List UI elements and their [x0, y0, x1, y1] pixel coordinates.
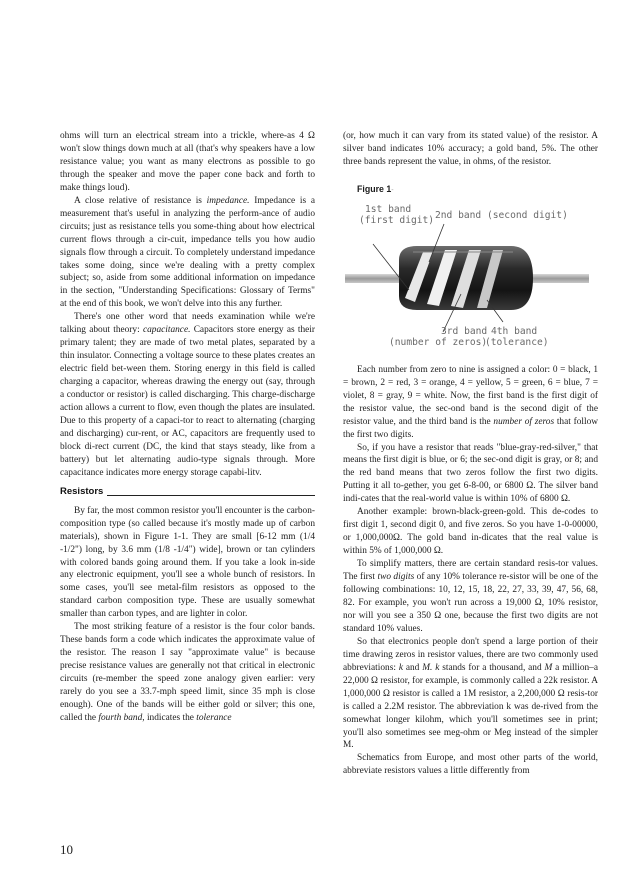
label-text: 3rd band: [440, 325, 488, 337]
heading-rule: [107, 494, 315, 496]
text-run: Each number from zero to nine is assigned a color: 0 = black, 1 = brown, 2 = red, 3 = orange, 4 = yellow, 5 = green, 6 = blue, 7 = violet, 8 = gray, 9 = white. Now, the first band is the first digit of the resistor value, the sec-ond band is the second digit of the resistor value, and the third band is the: [343, 364, 598, 427]
right-lead: [527, 274, 589, 283]
paragraph-example-2: Another example: brown-black-green-gold. This de-codes to first digit 1, second digit 0, and five zeros. So you have 1-0-00000, or 1,000,000Ω. The gold band in-dicates that the real value is within 5% of 1,000,000 Ω.: [343, 507, 598, 557]
figure-label-mark: -: [391, 186, 394, 194]
text-run: A close relative of resistance is: [74, 195, 207, 206]
paragraph-carbon-composition: By far, the most common resistor you'll encounter is the carbon-composition type (so called because it's mostly made up of carbon materials), shown in Figure 1-1. They are small [6-12 mm (1/4 -1/2") long, by 3.6 mm (1/8 -1/4") wide], brown or tan cylinders with colored bands going around them. If you take a look in-side any electronic equipment, you'll see a whole bunch of resistors. In some cases, you'll see metal-film resistors as opposed to the standard carbon composition type. These are usually somewhat smaller than carbon types, and are lighter in color.: [60, 505, 315, 620]
label-third-band: [389, 326, 487, 349]
figure-label: [357, 183, 598, 198]
figure-label-text: Figure 1: [357, 183, 392, 194]
paragraph-impedance: [60, 195, 315, 312]
label-subtext: (tolerance): [485, 337, 549, 349]
label-fourth-band: [485, 326, 549, 349]
label-subtext: (number of zeros): [389, 337, 488, 349]
emphasis-impedance: impedance.: [206, 195, 250, 206]
text-run: There's one other word that needs examination while we're talking about theory:: [60, 312, 315, 336]
emphasis-k: k: [398, 662, 403, 673]
emphasis-m: M. k: [422, 662, 440, 673]
label-text: 1st band: [365, 203, 412, 215]
emphasis-fourth-band: fourth band,: [98, 712, 145, 723]
left-lead: [345, 274, 399, 283]
text-run: Capacitors store energy as their primary talent; they are made of two metal plates, separated by a thin insulator. Connecting a voltage source to these plates creates an electric field bet-ween them. Storing energy in this field is called charging a capacitor, whereas drawing the energy out (say, through a conductor or resistor) is called discharging. This charge-discharge action allows a current to flow, even though the plates are insulated. Due to this property of a capaci-tor to react to alternating (charging and discharging) cur-rent, or AC, capacitors are frequently used to block di-rect current (DC, the kind that stays steady, like from a battery) but let alternating audio-type signals through. More capacitance indicates more energy storage capabi-litv.: [60, 325, 315, 478]
text-run: To simplify matters, there are certain standard resis-tor values. The first: [343, 559, 598, 583]
text-run: indicates the: [144, 712, 197, 723]
paragraph: (or, how much it can vary from its stated value) of the resistor. A silver band indicates 10% accuracy; a gold band, 5%. The other three bands represent the value, in ohms, of the resistor.: [343, 131, 598, 167]
paragraph-capacitance: [60, 311, 315, 479]
resistor-figure: [343, 202, 598, 352]
text-run: stands for a thousand, and: [439, 662, 545, 673]
text-run: that follow the first two digits.: [343, 416, 598, 440]
emphasis-number-of-zeros: number of zeros: [493, 416, 555, 427]
left-column: [60, 130, 315, 725]
section-heading-text: Resistors: [60, 485, 104, 497]
text-run: of any 10% tolerance re-sistor will be one of the following combinations: 10, 12, 15, 18, 22, 27, 33, 39, 47, 56, 68, 82. For example, you won't run across a 19,000 Ω, 10% resistor, nor will you see a 350 Ω one, because the first two digits are not standard 10% values.: [343, 572, 598, 634]
paragraph: ohms will turn an electrical stream into a trickle, where-as 4 Ω won't slow things down much at all (that's why speakers have a low resistance value; you want as many electrons as possible to go through the speaker and move the paper cone back and forth to make things loud).: [60, 131, 315, 193]
right-column: [343, 130, 598, 778]
label-text: 4th band: [491, 325, 538, 337]
paragraph-color-code: [343, 364, 598, 442]
paragraph-color-bands: [60, 621, 315, 725]
emphasis-m: M: [544, 662, 553, 673]
text-run: Impedance is a measurement that's useful in analyzing the perform-ance of audio circuits; just as resistance tells you some-thing about how electrical current flows through a cir-cuit, impedance tells you how audio signals flow through a circuit. To completely understand impedance takes some doing, since we're dealing with a pretty complex subject; so, aside from some additional information on impedance in the section, "Understanding Specifications: Glossary of Terms" at the end of this book, we won't delve into this any further.: [60, 195, 316, 310]
emphasis-tolerance: tolerance: [196, 712, 232, 723]
text-run: a million–a 22,000 Ω resistor, for example, is commonly called a 22k resistor. A 1,000,000 Ω resistor is called a 1M resistor, a 2,200,000 Ω resis-tor is called a 2.2M resistor. The abbreviation k was de-rived from the somewhat longer kilohm, which you'll sometimes see in print; you'll also sometimes see meg-ohm or Meg instead of the simpler M.: [343, 662, 599, 751]
emphasis-capacitance: capacitance.: [142, 325, 191, 336]
label-second-band: 2nd band (second digit): [435, 209, 568, 221]
page-number: 10: [60, 842, 73, 857]
label-subtext: (first digit): [359, 215, 435, 227]
section-heading-resistors: [60, 486, 315, 499]
emphasis-two-digits: two digits: [377, 572, 415, 583]
paragraph-standard-values: [343, 558, 598, 636]
label-first-band: [359, 204, 434, 227]
text-run: The most striking feature of a resistor is the four color bands. These bands form a code which indicates the approximate value of the resistor. The reason I say "approximate value" is because precise resistance values are generally not that critical in electronic circuits (re-member the speed zone analogy given earlier: very rarely do you see a 33.7-mph speed limit, since 35 mph is close enough). One of the bands will be either gold or silver; this one, called the: [60, 622, 315, 723]
text-run: and: [402, 662, 423, 673]
text-run: So that electronics people don't spend a large portion of their time drawing zeros in resistor values, there are two commonly used abbreviations:: [343, 636, 598, 673]
paragraph-abbreviations: [343, 636, 598, 753]
paragraph-schematics: Schematics from Europe, and most other parts of the world, abbreviate resistors values a little differently from: [343, 753, 598, 777]
paragraph-example-1: So, if you have a resistor that reads "blue-gray-red-silver," that means the first digit is blue, or 6; the sec-ond digit is gray, or 8; and the red band means that two zeros follow the first two digits. Putting it all to-gether, you get 6-8-00, or 6800 Ω. The silver band indi-cates that the real-world value is within 10% of 6800 Ω.: [343, 442, 598, 505]
